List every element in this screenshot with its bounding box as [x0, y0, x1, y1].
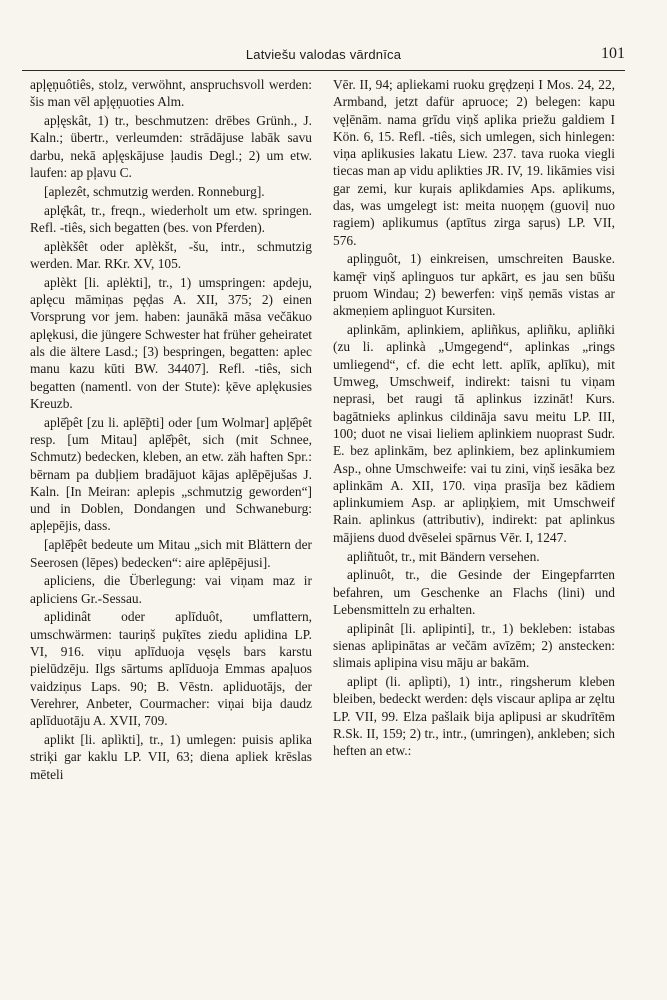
dictionary-entry: aplèkšêt oder aplèkšt, -šu, intr., schmutzig werden. Mar. RKr. XV, 105. [30, 238, 312, 271]
dictionary-entry: aplèkt [li. aplėkti], tr., 1) umspringen: apdeju, aplęcu māmiņas pęḑas A. XII, 375; 2) einen Vorsprung vor jem. haben: jaunākā māsa večākuo aplękusi, die jüngere Schwester hat früher geheiratet als die ältere Lasd.; [3) bespringen, begatten: aplec manu kazu kūti BW. 34407]. Refl. -tiês, sich begatten (namentl. von der Stute): ķēve aplękusies Kreuzb. [30, 274, 312, 411]
dictionary-entry: aplę̄kât, tr., freqn., wiederholt um etw. springen. Refl. -tiês, sich begatten (bes. von Pferden). [30, 202, 312, 235]
dictionary-entry: apliciens, die Überlegung: vai viņam maz ir apliciens Gr.-Sessau. [30, 573, 312, 606]
dictionary-entry: aplipinât [li. aplipinti], tr., 1) bekleben: istabas sienas aplipinātas ar večām avīzēm; 2) anstecken: slimais aplipina visu māju ar bakām. [333, 620, 615, 671]
dictionary-entry: aplipt (li. aplìpti), 1) intr., ringsherum kleben bleiben, bedeckt werden: dęls viscaur aplipa ar zęltu LP. VII, 99. Elza pašlaik bija aplipusi ar skudrītēm R.Sk. II, 159; 2) tr., intr., (umringen), ankleben; sich heften an etw.: [333, 674, 615, 759]
dictionary-entry: [aplezêt, schmutzig werden. Ronneburg]. [44, 183, 265, 199]
running-title: Latviešu valodas vārdnīca [245, 47, 402, 62]
dictionary-entry: aplikt [li. aplìkti], tr., 1) umlegen: puisis aplika striķi gar kaklu LP. VII, 63; diena apliek krēslas mēteli [30, 731, 312, 782]
dictionary-entry: apļęskât, 1) tr., beschmutzen: drēbes Grünh., J. Kaln.; übertr., verleumden: strādājuse labāk savu darbu, nekā apļęskājuse ļaudis Degl.; 2) um etw. laufen: ap pļavu C. [30, 113, 312, 180]
dictionary-entry: apļęņuôtiês, stolz, verwöhnt, anspruchsvoll werden: šis man vēl apļęņuoties Alm. [30, 77, 312, 110]
dictionary-entry: apliñtuôt, tr., mit Bändern versehen. [347, 548, 540, 564]
dictionary-entry: apliņguôt, 1) einkreisen, umschreiten Bauske. kamę̄r viņš aplinguos tur apkārt, es jau sen būšu pruom Windau; 2) bewerfen: viņš ņemās vistas ar akmeņiem aplinguot Kursiten. [333, 251, 615, 319]
right-column [333, 76, 615, 986]
dictionary-entry: aplē̂pêt [zu li. aplē̃pti] oder [um Wolmar] apļē̂pêt resp. [um Mitau] aplē̂pêt, sich (mit Schnee, Schmutz) bedecken, kleben, an etw. zäh haften Spr.: bērnam pa dubļiem bradājuot kājas aplēpējušas J. Kaln. [In Meiran: aplepis „schmutzig geworden“] und in Doblen, Dondangen und Schwaneburg: apļepējis, dass. [30, 414, 312, 534]
header-rule [22, 70, 625, 71]
dictionary-entry: aplinkām, aplinkiem, apliñkus, apliñku, apliñki (zu li. aplinkà „Umgegend“, aplinkas „rings umliegend“, cf. die echt lett. aplīk, aplīku), mit Umweg, Umschweif, indirekt: taisni tu viņam neprasi, bet raugi tā aplinkus izzināt! Kurs. bagātnieks aplinkus cildināja savu meitu LP. III, 100; duot ne visai lieliem aplinkiem nuoprast Sudr. E. bez aplinkām, bez aplinkiem, bez aplinkumiem Asp., ohne Umschweife: vai tu zini, viņš iesāka bez aplinkām A. XII, 170. viņa prasīja bez kādiem aplinkumiem Asp. ar apliņķiem, mit Umschweif Rain. aplinkus (attributiv), indirekt: pat aplinkus mājiens duod dvēselei spārnus Vēr. I, 1247. [333, 322, 615, 545]
page-number: 101 [601, 45, 625, 62]
dictionary-entry: aplinuôt, tr., die Gesinde der Eingepfarrten befahren, um Geschenke an Flachs (lini) und Lebensmitteln zu erhalten. [333, 567, 615, 617]
page-header [22, 45, 625, 69]
dictionary-entry: aplidinât oder aplīduôt, umflattern, umschwärmen: tauriņš puķītes ziedu aplidina LP. VI, 916. viņu aplīduoja vęsęls bars karstu pielūdzēju. Ilgs sārtums aplīduoja Emmas apaļuos vaidziņus Laps. 90; B. Vēstn. apliduotājs, der Verehrer, Anbeter, Courmacher: viņai bija daudz aplīduotāju A. XVII, 709. [30, 609, 312, 729]
dictionary-entry: [aplē̂pêt bedeute um Mitau „sich mit Blättern der Seerosen (lēpes) bedecken“: aire aplēpējusi]. [30, 537, 312, 570]
dictionary-entry: Vēr. II, 94; apliekami ruoku gręḑzeņi I Mos. 24, 22, Armband, jetzt dafür apruoce; 2) belegen: kapu vęļēnām. nama grīdu viņš aplika priežu galdiem I Kön. 6, 15. Refl. -tiês, sich umlegen, sich hinlegen: viņa aplikusies lakatu Liew. 237. tava ruoka viegli tiecas man ap vidu aplikties JR. IV, 19. likāmies visi gar zemi, kur kuŗais aplikdamies Aps. aplikums, das, was umgelegt ist: meita nuoņęm (guoviļ nuo ragiem) aplikumus (aptītus zirga saŗus) LP. VII, 576. [333, 77, 615, 248]
left-column [30, 76, 312, 986]
